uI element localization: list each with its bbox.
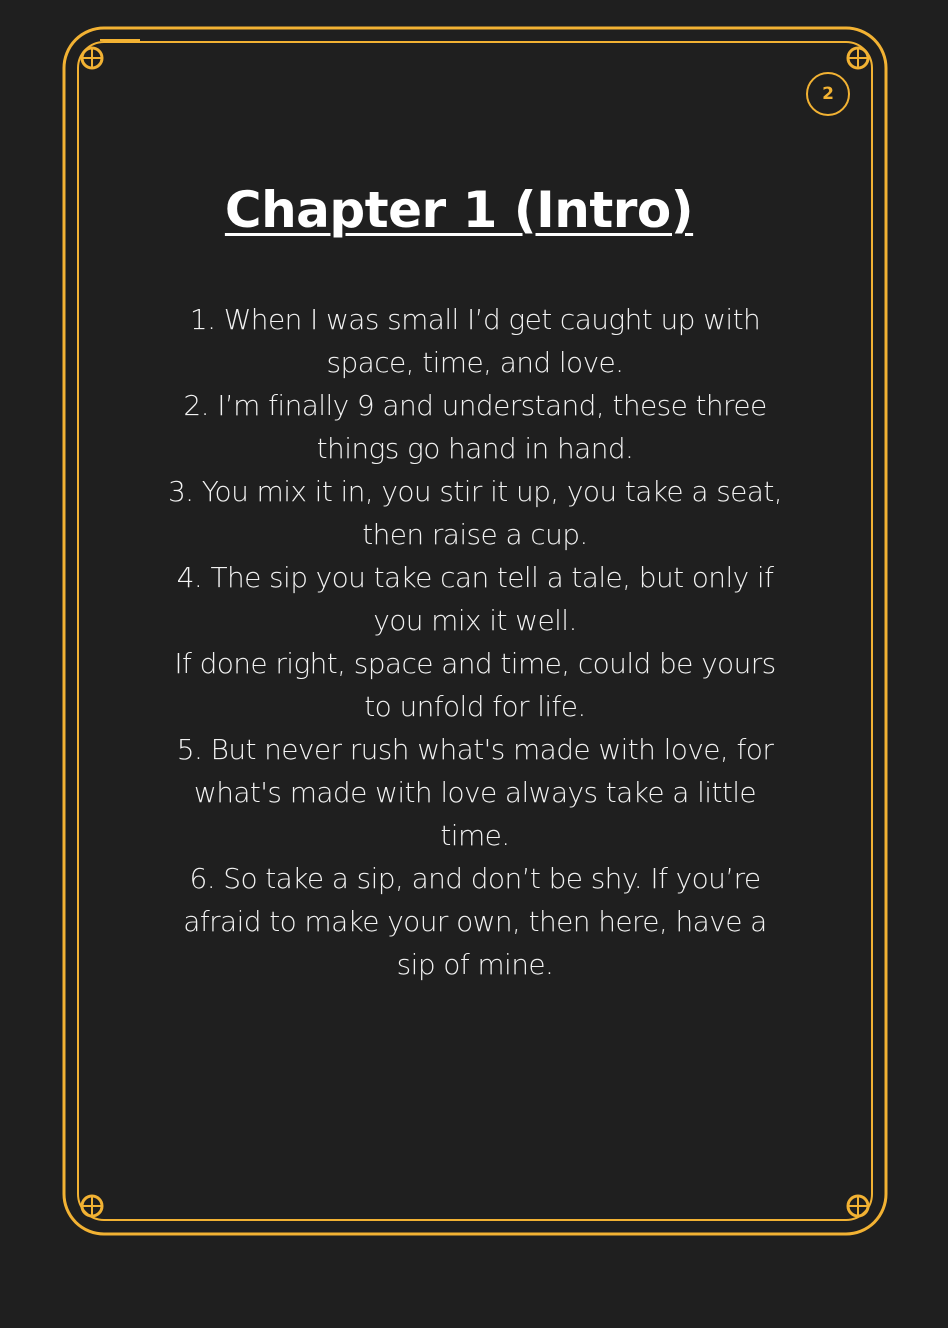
poem-line: 3. You mix it in, you stir it up, you take a seat, then raise a cup. (167, 475, 783, 551)
corner-ornament-bottom-right (848, 1196, 868, 1216)
page-number-badge: 2 (806, 72, 850, 116)
poem-line: 2. I’m finally 9 and understand, these three things go hand in hand. (183, 389, 767, 465)
poem-line: 5. But never rush what's made with love, for what's made with love always take a little time. (176, 733, 774, 852)
corner-ornament-top-left (82, 48, 102, 68)
corner-ornament-bottom-left (82, 1196, 102, 1216)
poem-line: 4. The sip you take can tell a tale, but only if you mix it well. (176, 561, 774, 637)
chapter-title: Chapter 1 (Intro) (224, 181, 694, 239)
poem-line: 6. So take a sip, and don’t be shy. If you’re afraid to make your own, then here, have a sip of mine. (183, 862, 767, 981)
poem-line: If done right, space and time, could be yours to unfold for life. (174, 647, 776, 723)
corner-ornament-top-right (848, 48, 868, 68)
poem-body (160, 298, 790, 986)
poem-line: 1. When I was small I’d get caught up with space, time, and love. (189, 303, 761, 379)
